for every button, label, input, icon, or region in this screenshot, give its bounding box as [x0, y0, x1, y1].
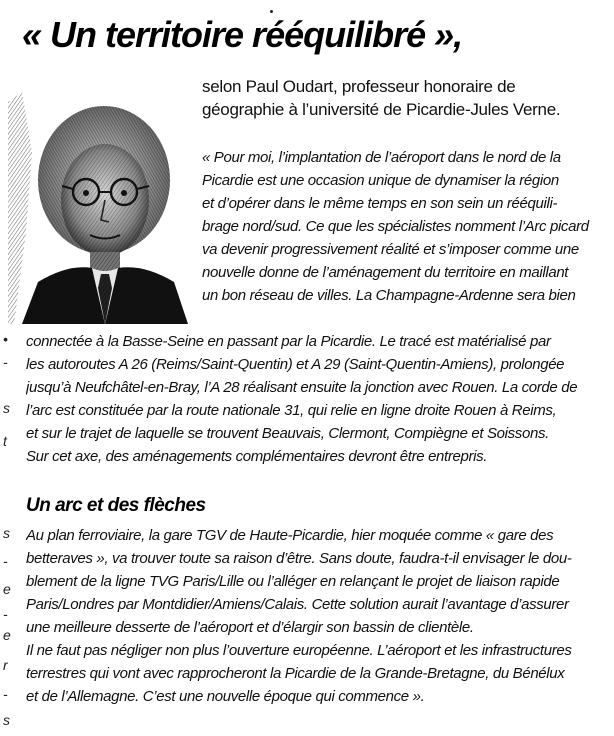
text-line: betteraves », va trouver toute sa raison d’être. Sans doute, faudra-t-il envisager le dou- — [26, 550, 572, 567]
text-line: et sur le trajet de laquelle se trouvent Beauvais, Clermont, Compiègne et Soissons. — [26, 425, 549, 442]
text-line: Sur cet axe, des aménagements complémentaires devront être entrepris. — [26, 448, 488, 465]
column-fragment: s — [3, 712, 10, 728]
text-line: Picardie est une occasion unique de dynamiser la région — [202, 172, 559, 189]
section-heading: Un arc et des flèches — [26, 495, 206, 516]
adjacent-column-edge — [0, 0, 20, 736]
print-speck — [270, 10, 273, 13]
column-fragment: - — [3, 354, 8, 370]
column-fragment: r — [3, 657, 8, 673]
text-line: terrestres qui vont avec rapprocheront la Picardie de la Grande-Bretagne, du Bénélux — [26, 665, 565, 682]
text-line: « Pour moi, l’implantation de l’aéroport dans le nord de la — [202, 149, 561, 166]
text-line: une meilleure desserte de l’aéroport et d’élargir son bassin de clientèle. — [26, 619, 474, 636]
subtitle-line: géographie à l’université de Picardie-Jules Verne. — [202, 100, 561, 119]
text-line: brage nord/sud. Ce que les spécialistes nomment l’Arc picard — [202, 218, 589, 235]
text-line: Il ne faut pas négliger non plus l’ouverture européenne. L’aéroport et les infrastructures — [26, 642, 572, 659]
column-fragment: s — [3, 525, 10, 541]
column-fragment: • — [3, 331, 8, 347]
text-line: et de l’Allemagne. C’est une nouvelle époque qui commence ». — [26, 688, 425, 705]
text-line: l’arc est constituée par la route nationale 31, qui relie en ligne droite Rouen à Reims, — [26, 402, 557, 419]
section-paragraph — [26, 524, 610, 708]
column-fragment: s — [3, 400, 10, 416]
portrait-photo — [8, 92, 194, 324]
column-fragment: t — [3, 433, 7, 449]
article-subtitle — [202, 75, 602, 121]
subtitle-line: selon Paul Oudart, professeur honoraire de — [202, 77, 516, 96]
text-line: jusqu’à Neufchâtel-en-Bray, l’A 28 réalisant ensuite la jonction avec Rouen. La corde de — [26, 379, 578, 396]
quote-paragraph-full — [26, 330, 610, 468]
quote-paragraph-top — [202, 146, 606, 307]
article-headline: « Un territoire rééquilibré », — [22, 14, 463, 55]
text-line: les autoroutes A 26 (Reims/Saint-Quentin) et A 29 (Saint-Quentin-Amiens), prolongée — [26, 356, 565, 373]
column-fragment: - — [3, 686, 8, 702]
text-line: connectée à la Basse-Seine en passant par la Picardie. Le tracé est matérialisé par — [26, 333, 551, 350]
text-line: et d’opérer dans le même temps en son sein un rééquili- — [202, 195, 558, 212]
text-line: un bon réseau de villes. La Champagne-Ardenne sera bien — [202, 287, 576, 304]
column-fragment: e — [3, 581, 11, 597]
text-line: blement de la ligne TVG Paris/Lille ou l’alléger en relançant le projet de liaison rapide — [26, 573, 560, 590]
column-fragment: - — [3, 553, 8, 569]
column-fragment: - — [3, 606, 8, 622]
text-line: va devenir progressivement réalité et s’imposer comme une — [202, 241, 579, 258]
text-line: Au plan ferroviaire, la gare TGV de Haute-Picardie, hier moquée comme « gare des — [26, 527, 554, 544]
text-line: nouvelle donne de l’aménagement du territoire en maillant — [202, 264, 569, 281]
text-line: Paris/Londres par Montdidier/Amiens/Calais. Cette solution aurait l’avantage d’assurer — [26, 596, 569, 613]
column-fragment: e — [3, 627, 11, 643]
